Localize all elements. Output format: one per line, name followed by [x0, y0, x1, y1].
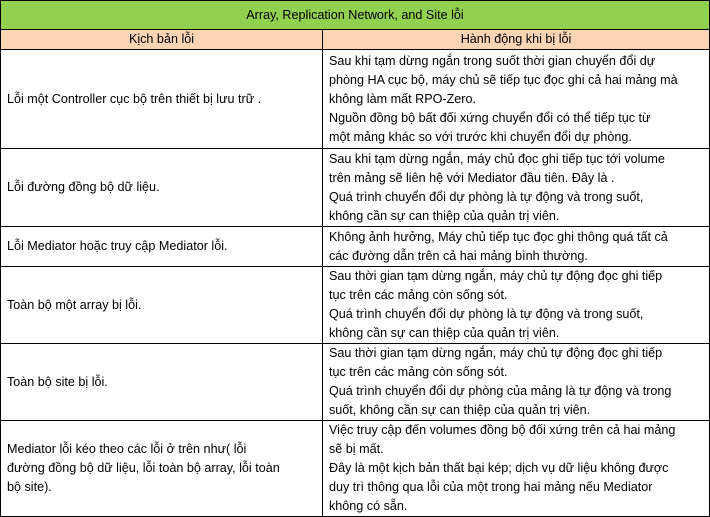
action-line: Sau thời gian tạm dừng ngắn, máy chủ tự động đọc ghi tiếp [329, 269, 663, 283]
action-line: trên mảng sẽ liên hệ với Mediator đầu tiên. Đây là . [329, 170, 615, 185]
column-header-action: Hành động khi bị lỗi [323, 30, 710, 50]
scenario-cell: Toàn bộ một array bị lỗi. [1, 267, 323, 344]
action-line: không làm mất RPO-Zero. [329, 91, 476, 106]
table-title-row [1, 1, 710, 30]
action-line: tục trên các mảng còn sống sót. [329, 288, 508, 302]
action-line: không cần sự can thiệp của quản trị viên. [329, 208, 560, 223]
scenario-cell: Lỗi đường đồng bộ dữ liệu. [1, 149, 323, 227]
table-row [1, 267, 710, 344]
table-row [1, 149, 710, 227]
action-cell [323, 421, 710, 517]
action-line: Sau khi tạm dừng ngắn, máy chủ đọc ghi tiếp tục tới volume [329, 151, 665, 166]
action-cell [323, 227, 710, 267]
scenario-cell [1, 421, 323, 517]
table-title: Array, Replication Network, and Site lỗi [1, 1, 710, 30]
action-line: một mảng khác so với trước khi chuyển đổi dự phòng. [329, 129, 632, 144]
action-line: Không ảnh hưởng, Máy chủ tiếp tục đọc ghi thông quá tất cả [329, 229, 668, 244]
action-line: sẽ bị mất. [329, 442, 384, 456]
action-cell [323, 50, 710, 149]
action-line: không có sẵn. [329, 499, 408, 513]
action-cell [323, 149, 710, 227]
action-cell [323, 344, 710, 421]
action-line: không cần sự can thiệp của quản trị viên. [329, 326, 560, 340]
scenario-cell: Lỗi một Controller cục bộ trên thiết bị lưu trữ . [1, 50, 323, 149]
table-row [1, 50, 710, 149]
table-row [1, 344, 710, 421]
action-line: duy trì thông qua lỗi của một trong hai mảng nếu Mediator [329, 480, 653, 494]
action-line: Quá trình chuyển đổi dự phòng của mảng là tự động và trong [329, 384, 672, 398]
action-line: tục trên các mảng còn sống sót. [329, 365, 508, 379]
action-line: Nguồn đồng bộ bất đối xứng chuyển đổi có thể tiếp tục từ [329, 110, 651, 125]
scenario-cell: Toàn bộ site bị lỗi. [1, 344, 323, 421]
action-line: Quá trình chuyển đổi dự phòng là tự động và trong suốt, [329, 189, 644, 204]
action-line: suốt, không cần sự can thiệp của quản trị viên. [329, 403, 591, 417]
action-line: Đây là một kịch bản thất bại kép; dịch vụ dữ liệu không được [329, 461, 669, 475]
action-line: các đường dẫn trên cả hai mảng bình thường. [329, 248, 588, 263]
scenario-line: Mediator lỗi kéo theo các lỗi ở trên như( lỗi [7, 442, 247, 456]
scenario-cell: Lỗi Mediator hoặc truy cập Mediator lỗi. [1, 227, 323, 267]
action-line: Việc truy cập đến volumes đồng bộ đối xứng trên cả hai mảng [329, 423, 676, 437]
scenario-line: đường đồng bộ dữ liệu, lỗi toàn bộ array, lỗi toàn [7, 461, 280, 475]
action-line: phòng HA cục bộ, máy chủ sẽ tiếp tục đọc ghi cả hai mảng mà [329, 72, 678, 87]
action-line: Sau thời gian tạm dừng ngắn, máy chủ tự động đọc ghi tiếp [329, 346, 663, 360]
column-header-scenario: Kịch bản lỗi [1, 30, 323, 50]
action-line: Quá trình chuyển đổi dự phòng là tự động và trong suốt, [329, 307, 644, 321]
scenario-line: bộ site). [7, 480, 52, 494]
action-line: Sau khi tạm dừng ngắn trong suốt thời gian chuyển đổi dự [329, 53, 656, 68]
action-cell [323, 267, 710, 344]
table-row [1, 227, 710, 267]
table-row [1, 421, 710, 517]
table-header-row [1, 30, 710, 50]
